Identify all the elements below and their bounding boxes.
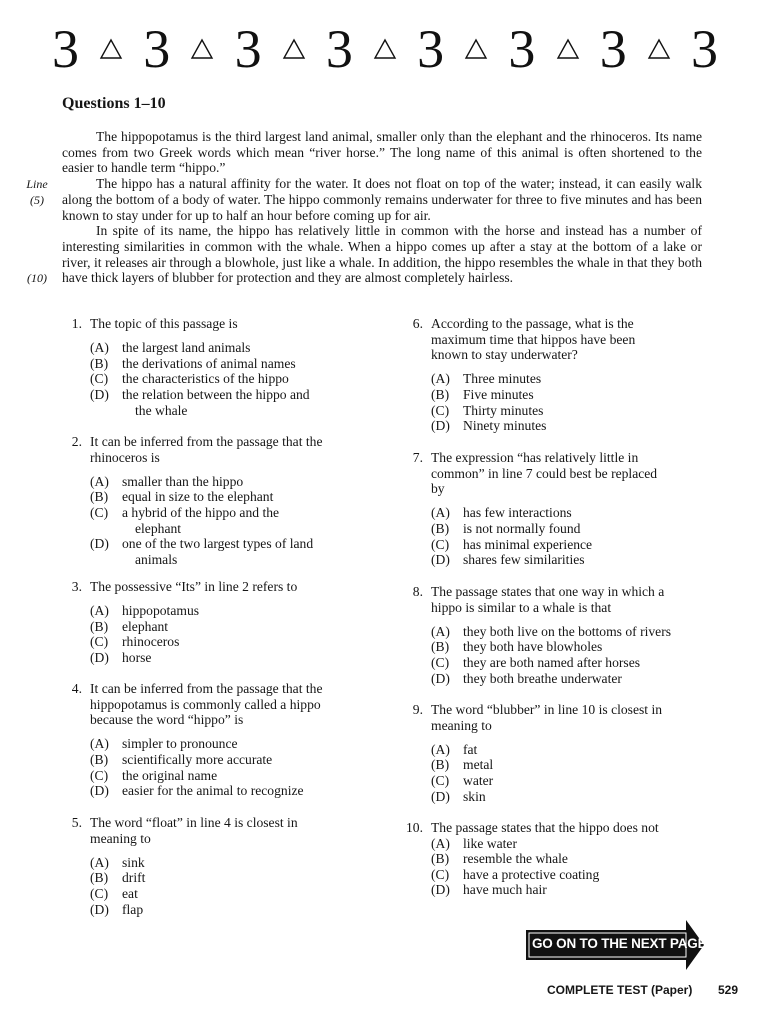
answer-option[interactable]: [431, 773, 493, 789]
option-text: eat: [122, 886, 138, 901]
answer-option[interactable]: [431, 403, 543, 419]
answer-option[interactable]: [90, 902, 143, 918]
banner-number: 3: [234, 19, 262, 79]
passage-paragraph: The hippo has a natural affinity for the water. It does not float on top of the water; instead, it can easily walk along the bottom of a body of water. The hippo commonly remains underwater for three to five minutes and has been known to stay under for up to half an hour before coming up for air.: [62, 176, 702, 223]
question-stem: It can be inferred from the passage that the: [90, 681, 323, 696]
answer-option[interactable]: [431, 552, 585, 568]
option-text: elephant: [122, 618, 169, 634]
option-text: the whale: [135, 402, 188, 418]
question-stem: meaning to: [431, 717, 492, 733]
option-text: has few interactions: [463, 505, 572, 521]
option-letter: (B): [90, 752, 109, 767]
next-page-label: GO ON TO THE NEXT PAGE: [532, 936, 707, 951]
option-text: skin: [463, 788, 486, 804]
triangle-icon: [99, 38, 123, 60]
answer-option-continued[interactable]: [90, 521, 181, 537]
question-number: 2.: [71, 434, 82, 449]
option-text: horse: [122, 650, 152, 665]
answer-option[interactable]: [90, 603, 199, 619]
option-text: the largest land animals: [122, 340, 251, 356]
question-number: 6.: [412, 316, 423, 331]
option-letter: (A): [90, 473, 109, 489]
answer-option[interactable]: [431, 521, 580, 537]
option-letter: (C): [431, 866, 450, 882]
option-text: they both breathe underwater: [463, 670, 622, 686]
question-number: 7.: [412, 450, 423, 465]
question-number: 1.: [71, 316, 82, 331]
question-number: 4.: [71, 681, 82, 696]
banner-number: 3: [143, 19, 171, 79]
answer-option[interactable]: [431, 757, 493, 773]
question-stem: because the word “hippo” is: [90, 712, 244, 728]
option-letter: (C): [90, 634, 109, 650]
option-letter: (C): [90, 767, 109, 783]
question-stem: known to stay underwater?: [431, 347, 578, 363]
question-stem: by: [431, 481, 445, 497]
option-letter: (C): [431, 773, 450, 788]
line-marker: (5): [30, 193, 44, 207]
answer-option[interactable]: [90, 489, 273, 505]
answer-option[interactable]: [431, 639, 602, 655]
option-text: animals: [135, 551, 178, 567]
option-letter: (A): [90, 854, 109, 870]
option-letter: (B): [90, 870, 109, 886]
answer-option[interactable]: [90, 474, 243, 490]
option-text: have a protective coating: [463, 866, 600, 882]
triangle-icon: [556, 38, 580, 60]
option-letter: (C): [90, 886, 109, 901]
option-letter: (A): [90, 603, 109, 619]
option-text: resemble the whale: [463, 851, 568, 867]
option-letter: (D): [431, 670, 450, 686]
answer-option[interactable]: [431, 789, 486, 805]
line-marker: (10): [27, 271, 47, 285]
answer-option[interactable]: [431, 851, 568, 867]
answer-option[interactable]: [431, 655, 640, 671]
answer-option[interactable]: [90, 634, 179, 650]
option-letter: (A): [431, 623, 450, 639]
option-letter: (B): [431, 639, 450, 655]
option-letter: (D): [90, 901, 109, 917]
answer-option[interactable]: [90, 736, 238, 752]
answer-option[interactable]: [90, 340, 250, 356]
answer-option[interactable]: [90, 870, 145, 886]
question-stem: The possessive “Its” in line 2 refers to: [90, 579, 298, 594]
option-text: the relation between the hippo and: [122, 387, 310, 402]
answer-option[interactable]: [431, 371, 541, 387]
reading-passage: [62, 129, 702, 286]
question-stem: hippo is similar to a whale is that: [431, 599, 612, 615]
option-letter: (A): [431, 505, 450, 521]
question-number: 8.: [412, 584, 423, 599]
option-letter: (D): [90, 783, 109, 799]
option-letter: (A): [431, 741, 450, 757]
answer-option[interactable]: [90, 536, 313, 552]
option-letter: (A): [90, 736, 109, 752]
question-number: 9.: [412, 702, 423, 717]
option-text: scientifically more accurate: [122, 752, 273, 767]
option-text: shares few similarities: [463, 552, 585, 568]
option-text: smaller than the hippo: [122, 473, 244, 489]
answer-option[interactable]: [431, 505, 572, 521]
option-text: the derivations of animal names: [122, 355, 296, 371]
answer-option[interactable]: [431, 387, 534, 403]
answer-option-continued[interactable]: [90, 403, 187, 419]
triangle-icon: [647, 38, 671, 60]
answer-option[interactable]: [90, 886, 138, 902]
page-number: 529: [718, 983, 739, 997]
option-letter: (C): [90, 505, 109, 520]
option-letter: (C): [431, 536, 450, 552]
option-letter: (D): [431, 788, 450, 804]
option-letter: (B): [90, 355, 109, 371]
option-text: rhinoceros: [122, 634, 180, 650]
option-text: easier for the animal to recognize: [122, 783, 304, 799]
question-stem: common” in line 7 could best be replaced: [431, 465, 658, 481]
banner-number: 3: [599, 19, 627, 79]
option-letter: (A): [431, 835, 450, 851]
question-stem: The passage states that one way in which a: [431, 584, 665, 599]
option-letter: (B): [431, 521, 450, 536]
banner-number: 3: [508, 19, 536, 79]
answer-option[interactable]: [431, 867, 599, 883]
triangle-icon: [282, 38, 306, 60]
option-letter: (C): [90, 371, 109, 387]
option-text: the original name: [122, 767, 218, 783]
answer-option[interactable]: [431, 537, 592, 553]
section-heading: Questions 1–10: [62, 95, 166, 112]
option-letter: (B): [90, 489, 109, 505]
question-number: 10.: [406, 820, 423, 835]
option-letter: (B): [90, 618, 109, 634]
answer-option[interactable]: [431, 624, 671, 640]
question-number: 5.: [71, 815, 82, 830]
answer-option[interactable]: [90, 783, 304, 799]
next-page-badge: [526, 920, 706, 970]
option-text: metal: [463, 757, 494, 773]
answer-option[interactable]: [90, 650, 151, 666]
answer-option[interactable]: [90, 505, 279, 521]
option-text: elephant: [135, 520, 182, 536]
question-stem: According to the passage, what is the: [431, 316, 634, 331]
option-letter: (D): [90, 536, 109, 552]
question-stem: The topic of this passage is: [90, 316, 238, 331]
option-letter: (B): [431, 387, 450, 402]
triangle-icon: [373, 38, 397, 60]
answer-option[interactable]: [431, 418, 546, 434]
answer-option[interactable]: [90, 619, 168, 635]
answer-option[interactable]: [90, 768, 217, 784]
triangle-icon: [464, 38, 488, 60]
line-marker: Line: [26, 177, 48, 191]
option-letter: (D): [431, 552, 450, 568]
question-stem: The word “float” in line 4 is closest in: [90, 815, 298, 830]
question-stem: rhinoceros is: [90, 449, 160, 465]
option-text: the characteristics of the hippo: [122, 371, 289, 387]
answer-option[interactable]: [90, 371, 289, 387]
option-letter: (C): [431, 655, 450, 670]
option-letter: (B): [431, 851, 450, 867]
answer-option-continued[interactable]: [90, 552, 177, 568]
question-stem: The passage states that the hippo does not: [431, 820, 659, 835]
answer-option[interactable]: [90, 356, 296, 372]
option-text: they both have blowholes: [463, 639, 603, 655]
triangle-icon: [190, 38, 214, 60]
option-letter: (D): [431, 882, 450, 898]
option-text: Thirty minutes: [463, 402, 544, 418]
option-text: equal in size to the elephant: [122, 489, 274, 505]
option-text: flap: [122, 901, 144, 917]
option-letter: (D): [90, 650, 109, 665]
option-text: they are both named after horses: [463, 655, 641, 670]
question-stem: The word “blubber” in line 10 is closest in: [431, 702, 663, 717]
answer-option[interactable]: [90, 752, 272, 768]
answer-option[interactable]: [431, 836, 517, 852]
passage-paragraph: The hippopotamus is the third largest land animal, smaller only than the elephant and the rhinoceros. Its name comes from two Greek words which mean “river horse.” The long name of this animal is often shortened to the easier to handle term “hippo.”: [62, 129, 702, 176]
answer-option[interactable]: [90, 387, 310, 403]
option-text: a hybrid of the hippo and the: [122, 505, 280, 520]
option-text: drift: [122, 870, 146, 886]
banner-number: 3: [52, 19, 79, 79]
question-stem: maximum time that hippos have been: [431, 331, 636, 347]
option-letter: (D): [431, 418, 450, 434]
banner-number: 3: [417, 19, 445, 79]
question-stem: The expression “has relatively little in: [431, 450, 639, 465]
option-text: they both live on the bottoms of rivers: [463, 623, 672, 639]
answer-option[interactable]: [90, 855, 145, 871]
option-text: Ninety minutes: [463, 418, 547, 434]
answer-option[interactable]: [431, 742, 477, 758]
option-text: Five minutes: [463, 387, 534, 402]
option-letter: (A): [90, 340, 109, 356]
option-letter: (B): [431, 757, 450, 773]
banner-number: 3: [325, 19, 353, 79]
option-text: Three minutes: [463, 371, 542, 387]
option-text: hippopotamus: [122, 603, 200, 619]
banner-number: 3: [690, 19, 718, 79]
option-text: like water: [463, 835, 517, 851]
answer-option[interactable]: [431, 882, 547, 898]
option-text: simpler to pronounce: [122, 736, 238, 752]
option-text: is not normally found: [463, 521, 581, 536]
footer-label: COMPLETE TEST (Paper): [547, 983, 693, 997]
question-number: 3.: [71, 579, 82, 594]
answer-option[interactable]: [431, 671, 622, 687]
question-stem: meaning to: [90, 830, 151, 846]
question-stem: hippopotamus is commonly called a hippo: [90, 696, 321, 712]
option-text: one of the two largest types of land: [122, 536, 314, 552]
section-banner: [52, 19, 718, 79]
option-text: sink: [122, 854, 145, 870]
option-text: have much hair: [463, 882, 547, 898]
option-text: fat: [463, 741, 478, 757]
option-text: water: [463, 773, 494, 788]
passage-paragraph: In spite of its name, the hippo has relatively little in common with the horse and instead has a number of interesting similarities in common with the whale. When a hippo comes up after a stay at the bottom of a lake or river, it releases air through a blowhole, just like a whale. In addition, the hippo resembles the whale in that they both have thick layers of blubber for protection and they are almost completely hairless.: [62, 223, 702, 286]
option-letter: (D): [90, 387, 109, 402]
question-stem: It can be inferred from the passage that the: [90, 434, 323, 449]
option-text: has minimal experience: [463, 536, 593, 552]
option-letter: (C): [431, 402, 450, 418]
option-letter: (A): [431, 371, 450, 387]
